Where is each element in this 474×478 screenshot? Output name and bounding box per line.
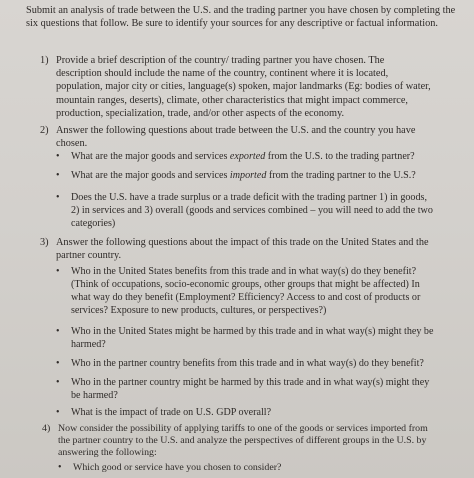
bullet-icon: •	[56, 358, 60, 369]
bullet-text-post: from the U.S. to the trading partner?	[265, 151, 415, 162]
question-3-bullet-2	[56, 325, 434, 351]
bullet-icon: •	[56, 151, 60, 162]
question-3-bullet-1	[56, 265, 434, 317]
question-4-number: 4)	[42, 423, 51, 434]
bullet-icon: •	[56, 266, 60, 277]
question-3-number: 3)	[40, 237, 49, 248]
question-3-bullet-4	[56, 376, 434, 402]
bullet-text-emphasis: imported	[229, 170, 267, 181]
bullet-text: Who in the United States might be harmed by this trade and in what way(s) might they be harmed?	[71, 326, 434, 350]
question-4	[42, 423, 434, 459]
question-3-bullet-3	[56, 357, 434, 370]
question-1-number: 1)	[40, 55, 49, 66]
bullet-text-pre: What are the major goods and services	[71, 170, 230, 181]
question-3-bullet-5	[56, 406, 434, 419]
bullet-icon: •	[56, 170, 60, 181]
question-3	[40, 236, 432, 262]
bullet-text: Who in the partner country might be harmed by this trade and in what way(s) might they be harmed?	[71, 377, 430, 401]
bullet-text: What is the impact of trade on U.S. GDP overall?	[71, 407, 272, 418]
question-2-bullet-1	[56, 150, 436, 163]
bullet-text-post: from the trading partner to the U.S.?	[266, 170, 416, 181]
question-1	[40, 54, 432, 120]
question-2-bullet-2	[56, 169, 436, 182]
question-2-bullet-3	[56, 191, 434, 230]
bullet-text: Who in the partner country benefits from this trade and in what way(s) do they benefit?	[71, 358, 424, 369]
bullet-icon: •	[56, 326, 60, 337]
question-3-text: Answer the following questions about the impact of this trade on the United States and the partner country.	[56, 237, 429, 262]
bullet-icon: •	[56, 377, 60, 388]
bullet-text: Does the U.S. have a trade surplus or a trade deficit with the trading partner 1) in goods, 2) in services and 3) overall (goods and services combined – you will need to add the two categories)	[71, 192, 433, 229]
bullet-text: Who in the United States benefits from this trade and in what way(s) do they benefit? (Think of occupations, socio-economic groups, other groups that might be affected) In what way do they benefit (Employment? Efficiency? Access to and cost of products or services? Exposure to new products, cultures, or perspectives?)	[71, 266, 421, 316]
bullet-icon: •	[56, 192, 60, 203]
bullet-icon: •	[58, 462, 62, 473]
question-4-text: Now consider the possibility of applying tariffs to one of the goods or services imported from the partner country to the U.S. and analyze the perspectives of different groups in the U.S. by answering the following:	[58, 423, 428, 458]
bullet-text: Which good or service have you chosen to consider?	[73, 462, 282, 473]
question-2-text: Answer the following questions about trade between the U.S. and the country you have chosen.	[56, 125, 416, 150]
question-1-text: Provide a brief description of the country/ trading partner you have chosen. The description should include the name of the country, continent where it is located, population, major city or cities, language(s) spoken, major landmarks (Eg: bodies of water, mountain ranges, deserts), climate, other characteristics that might impact commerce, production, specialization, trade, and/or other aspects of the economy.	[56, 55, 431, 119]
question-2-number: 2)	[40, 125, 49, 136]
bullet-icon: •	[56, 407, 60, 418]
bullet-text-emphasis: exported	[229, 151, 266, 162]
intro-paragraph: Submit an analysis of trade between the U.S. and the trading partner you have chosen by completing the six questions that follow. Be sure to identify your sources for any descriptive or factual information.	[26, 5, 456, 30]
question-4-bullet-1	[58, 462, 436, 474]
bullet-text-pre: What are the major goods and services	[71, 151, 230, 162]
question-2	[40, 124, 432, 150]
